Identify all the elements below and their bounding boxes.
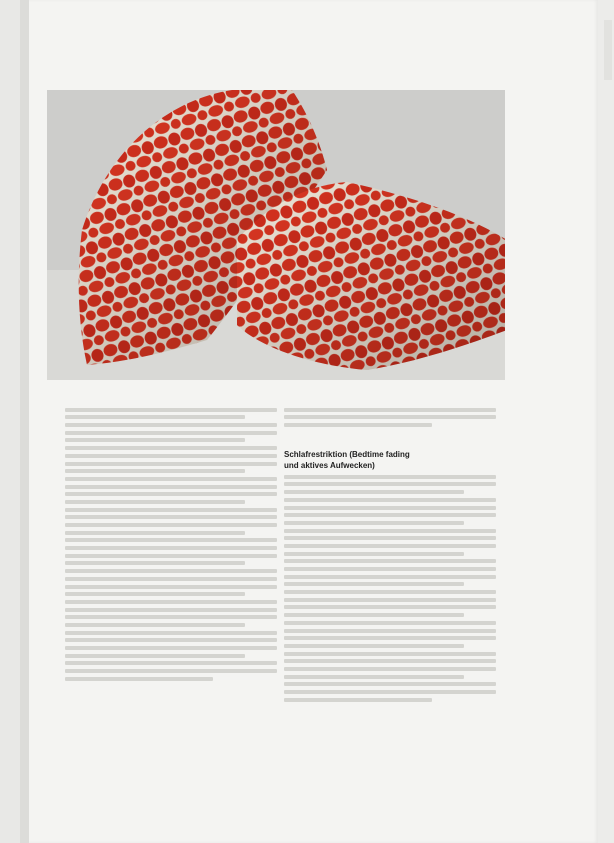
right-column-unreadable-line	[284, 575, 496, 579]
right-column-unreadable-line	[284, 482, 496, 486]
right-column-unreadable-line	[284, 652, 496, 656]
left-column-unreadable-line	[65, 592, 245, 596]
left-column-unreadable-line	[65, 554, 277, 558]
left-column-unreadable-line	[65, 469, 245, 473]
right-column-unreadable-line	[284, 667, 496, 671]
left-column-unreadable-line	[65, 523, 277, 527]
section-heading-line-2: und aktives Aufwecken)	[284, 461, 375, 471]
section-heading	[284, 449, 496, 471]
left-column-unreadable-line	[65, 623, 245, 627]
left-column-unreadable-line	[65, 669, 277, 673]
left-column-unreadable-line	[65, 531, 245, 535]
cushion-illustration	[47, 90, 505, 380]
right-column-unreadable-line	[284, 559, 496, 563]
page-edge	[598, 0, 614, 843]
right-column-unreadable-line	[284, 644, 464, 648]
left-text-column	[65, 404, 277, 684]
left-column-unreadable-line	[65, 561, 245, 565]
right-column-unreadable-line	[284, 408, 496, 412]
edge-tab-mark	[604, 20, 612, 80]
section-heading-line-1: Schlafrestriktion (Bedtime fading	[284, 450, 410, 460]
cushion-photo	[47, 90, 505, 380]
left-column-unreadable-line	[65, 431, 277, 435]
left-column-unreadable-line	[65, 485, 277, 489]
left-column-unreadable-line	[65, 577, 277, 581]
right-column-unreadable-line	[284, 675, 464, 679]
right-column-unreadable-line	[284, 498, 496, 502]
right-column-unreadable-line	[284, 513, 496, 517]
left-column-unreadable-line	[65, 462, 277, 466]
left-column-unreadable-line	[65, 500, 245, 504]
right-column-unreadable-line	[284, 552, 464, 556]
right-column-unreadable-line	[284, 613, 464, 617]
left-column-unreadable-line	[65, 638, 277, 642]
left-column-unreadable-line	[65, 538, 277, 542]
right-column-unreadable-line	[284, 698, 432, 702]
left-column-unreadable-line	[65, 408, 277, 412]
right-column-unreadable-line	[284, 690, 496, 694]
left-column-unreadable-line	[65, 515, 277, 519]
left-column-unreadable-line	[65, 423, 277, 427]
left-column-unreadable-line	[65, 477, 277, 481]
left-column-unreadable-line	[65, 569, 277, 573]
left-column-unreadable-line	[65, 492, 277, 496]
right-column-unreadable-line	[284, 590, 496, 594]
right-column-unreadable-line	[284, 682, 496, 686]
left-column-unreadable-line	[65, 446, 277, 450]
left-column-unreadable-line	[65, 661, 277, 665]
right-column-unreadable-line	[284, 598, 496, 602]
left-column-unreadable-line	[65, 615, 277, 619]
right-text-column	[284, 404, 496, 705]
right-column-unreadable-line	[284, 636, 496, 640]
right-column-unreadable-line	[284, 415, 496, 419]
right-column-unreadable-line	[284, 423, 432, 427]
right-column-unreadable-line	[284, 621, 496, 625]
left-column-unreadable-line	[65, 608, 277, 612]
right-column-unreadable-line	[284, 659, 496, 663]
left-column-unreadable-line	[65, 631, 277, 635]
left-column-unreadable-line	[65, 508, 277, 512]
right-column-unreadable-line	[284, 475, 496, 479]
right-column-unreadable-line	[284, 567, 496, 571]
left-column-unreadable-line	[65, 585, 277, 589]
right-column-unreadable-line	[284, 629, 496, 633]
left-column-unreadable-line	[65, 654, 245, 658]
right-column-unreadable-line	[284, 506, 496, 510]
photo-credit	[31, 330, 45, 382]
left-column-unreadable-line	[65, 415, 245, 419]
left-column-unreadable-line	[65, 546, 277, 550]
right-column-unreadable-line	[284, 544, 496, 548]
left-column-unreadable-line	[65, 677, 213, 681]
right-column-unreadable-line	[284, 582, 464, 586]
left-column-unreadable-line	[65, 438, 245, 442]
right-column-unreadable-line	[284, 529, 496, 533]
right-column-unreadable-line	[284, 536, 496, 540]
page-spine	[20, 0, 29, 843]
left-column-unreadable-line	[65, 646, 277, 650]
right-column-unreadable-line	[284, 521, 464, 525]
left-column-unreadable-line	[65, 454, 277, 458]
right-column-unreadable-line	[284, 490, 464, 494]
right-column-unreadable-line	[284, 605, 496, 609]
left-column-unreadable-line	[65, 600, 277, 604]
